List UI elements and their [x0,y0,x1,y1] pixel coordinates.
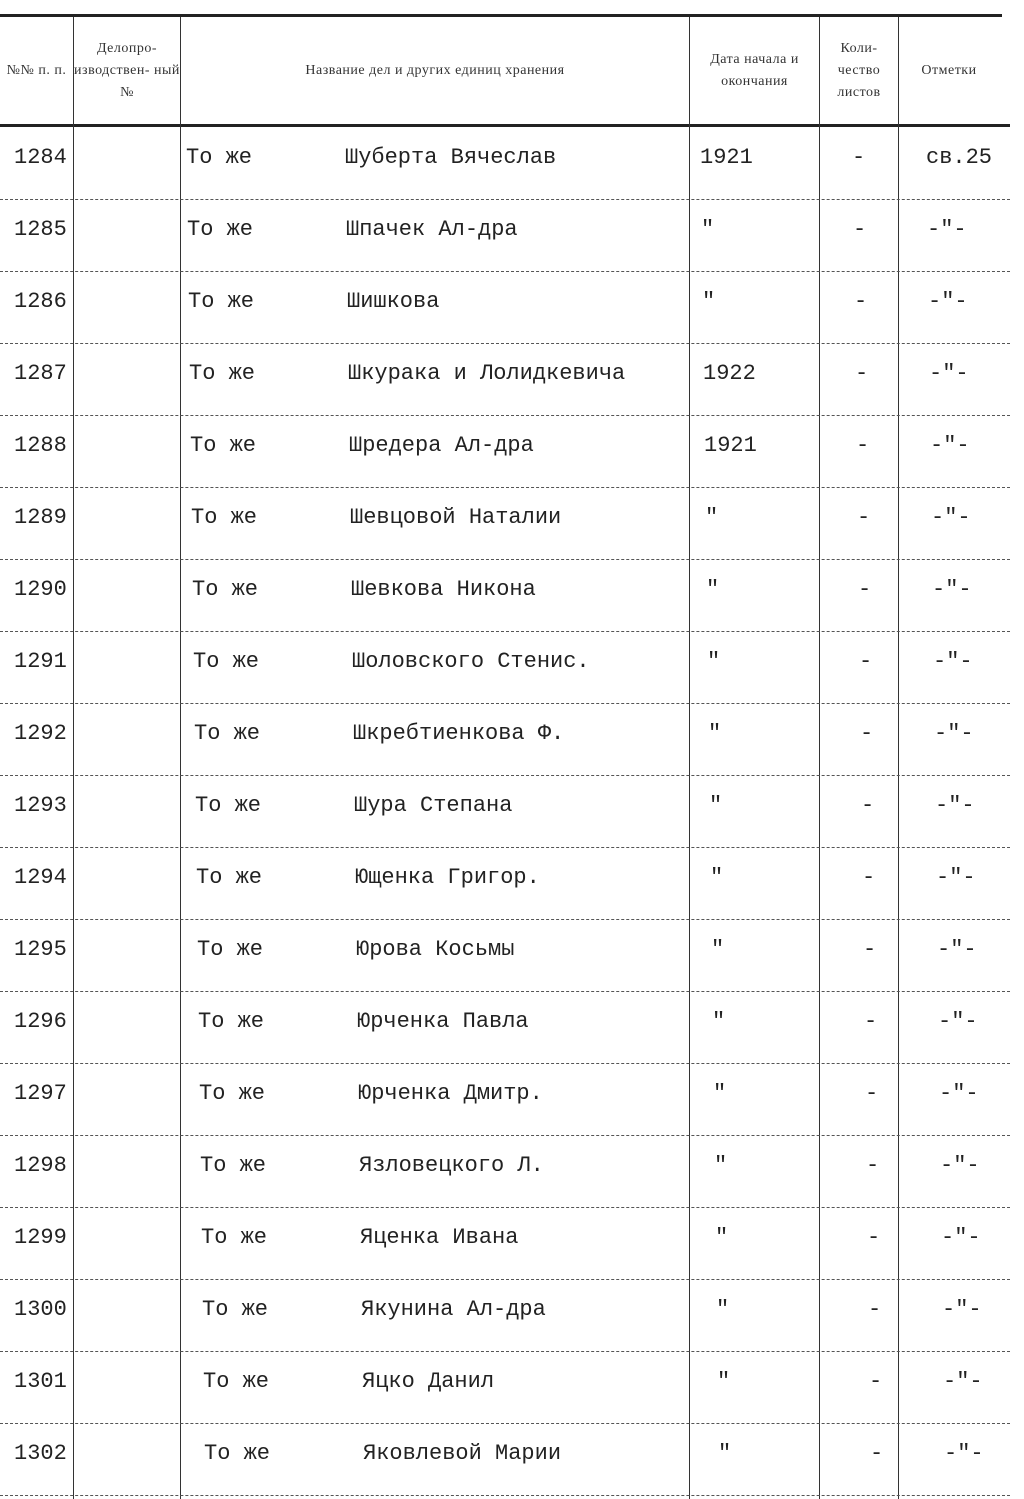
row-number: 1290 [14,577,67,602]
same-as-above: То же [202,1297,269,1322]
note: -"- [941,1225,981,1250]
table-row [0,1207,1010,1280]
file-title: Яценка Ивана [360,1225,519,1250]
table-row [0,127,1010,200]
sheet-count: - [870,1441,884,1466]
file-date: " [715,1225,729,1250]
file-date: " [710,865,724,890]
row-number: 1284 [14,145,67,170]
same-as-above: То же [186,145,253,170]
row-number: 1299 [14,1225,67,1250]
file-date: " [702,289,716,314]
header-number: №№ п. п. [6,62,67,78]
table-row [0,271,1010,344]
sheet-count: - [858,577,872,602]
file-date: " [718,1441,732,1466]
row-number: 1301 [14,1369,67,1394]
file-title: Юрченка Павла [357,1009,529,1034]
note: -"- [927,217,967,242]
header-sheets: Коли- чество листов [837,40,881,100]
table-row [0,775,1010,848]
file-title: Яковлевой Марии [363,1441,562,1466]
table-row [0,703,1010,776]
row-number: 1302 [14,1441,67,1466]
file-title: Шпачек Ал-дра [346,217,518,242]
table-row [0,487,1010,560]
sheet-count: - [867,1225,881,1250]
same-as-above: То же [189,361,256,386]
file-title: Яцко Данил [362,1369,495,1394]
file-date: 1922 [703,361,756,386]
file-date: 1921 [700,145,753,170]
header-dates: Дата начала и окончания [710,51,799,89]
row-number: 1293 [14,793,67,818]
row-number: 1292 [14,721,67,746]
row-number: 1297 [14,1081,67,1106]
note: -"- [934,721,974,746]
note: -"- [944,1441,984,1466]
table-row [0,1423,1010,1496]
sheet-count: - [856,433,870,458]
sheet-count: - [868,1297,882,1322]
file-title: Язловецкого Л. [359,1153,544,1178]
same-as-above: То же [190,433,257,458]
sheet-count: - [862,865,876,890]
note: -"- [930,433,970,458]
same-as-above: То же [192,577,259,602]
same-as-above: То же [187,217,254,242]
header-notes: Отметки [921,62,977,78]
sheet-count: - [863,937,877,962]
file-date: " [706,577,720,602]
table-row [0,919,1010,992]
sheet-count: - [853,217,867,242]
file-date: " [707,649,721,674]
row-number: 1296 [14,1009,67,1034]
same-as-above: То же [203,1369,270,1394]
same-as-above: То же [200,1153,267,1178]
table-row [0,1135,1010,1208]
file-title: Шишкова [347,289,440,314]
file-date: " [705,505,719,530]
sheet-count: - [864,1009,878,1034]
row-number: 1300 [14,1297,67,1322]
file-title: Шуберта Вячеслав [345,145,557,170]
table-row [0,1063,1010,1136]
file-date: " [714,1153,728,1178]
table-row [0,559,1010,632]
note: -"- [928,289,968,314]
file-title: Шкребтиенкова Ф. [353,721,565,746]
row-number: 1286 [14,289,67,314]
file-title: Юрова Косьмы [356,937,515,962]
file-date: " [712,1009,726,1034]
header-office-number: Делопро- изводствен- ный № [74,40,180,100]
note: -"- [938,1009,978,1034]
row-number: 1288 [14,433,67,458]
row-number: 1289 [14,505,67,530]
file-title: Шкурака и Лолидкевича [348,361,626,386]
row-number: 1294 [14,865,67,890]
table-row [0,415,1010,488]
sheet-count: - [855,361,869,386]
table-row [0,1351,1010,1424]
table-row [0,1279,1010,1352]
sheet-count: - [861,793,875,818]
table-row [0,199,1010,272]
sheet-count: - [866,1153,880,1178]
note: -"- [931,505,971,530]
table-row [0,847,1010,920]
row-number: 1285 [14,217,67,242]
same-as-above: То же [194,721,261,746]
note: -"- [932,577,972,602]
same-as-above: То же [204,1441,271,1466]
same-as-above: То же [201,1225,268,1250]
note: -"- [933,649,973,674]
row-number: 1287 [14,361,67,386]
header-title: Название дел и других единиц хранения [305,62,565,78]
file-date: " [708,721,722,746]
file-title: Якунина Ал-дра [361,1297,546,1322]
sheet-count: - [865,1081,879,1106]
file-date: " [716,1297,730,1322]
note: -"- [937,937,977,962]
file-date: 1921 [704,433,757,458]
note: -"- [939,1081,979,1106]
sheet-count: - [854,289,868,314]
same-as-above: То же [195,793,262,818]
file-date: " [711,937,725,962]
same-as-above: То же [188,289,255,314]
same-as-above: То же [196,865,263,890]
note: -"- [929,361,969,386]
file-title: Шевкова Никона [351,577,536,602]
sheet-count: - [857,505,871,530]
file-title: Шредера Ал-дра [349,433,534,458]
table-row [0,343,1010,416]
same-as-above: То же [191,505,258,530]
file-date: " [713,1081,727,1106]
row-number: 1295 [14,937,67,962]
file-title: Шура Степана [354,793,513,818]
note: -"- [936,865,976,890]
file-date: " [717,1369,731,1394]
row-number: 1298 [14,1153,67,1178]
file-title: Ющенка Григор. [355,865,540,890]
same-as-above: То же [197,937,264,962]
file-date: " [709,793,723,818]
file-title: Шоловского Стенис. [352,649,590,674]
same-as-above: То же [199,1081,266,1106]
same-as-above: То же [193,649,260,674]
note: св.25 [926,145,993,170]
file-date: " [701,217,715,242]
table-row [0,991,1010,1064]
note: -"- [943,1369,983,1394]
file-title: Шевцовой Наталии [350,505,562,530]
sheet-count: - [860,721,874,746]
note: -"- [940,1153,980,1178]
row-number: 1291 [14,649,67,674]
note: -"- [935,793,975,818]
table-row [0,631,1010,704]
sheet-count: - [869,1369,883,1394]
same-as-above: То же [198,1009,265,1034]
file-title: Юрченка Дмитр. [358,1081,543,1106]
note: -"- [942,1297,982,1322]
sheet-count: - [852,145,866,170]
sheet-count: - [859,649,873,674]
